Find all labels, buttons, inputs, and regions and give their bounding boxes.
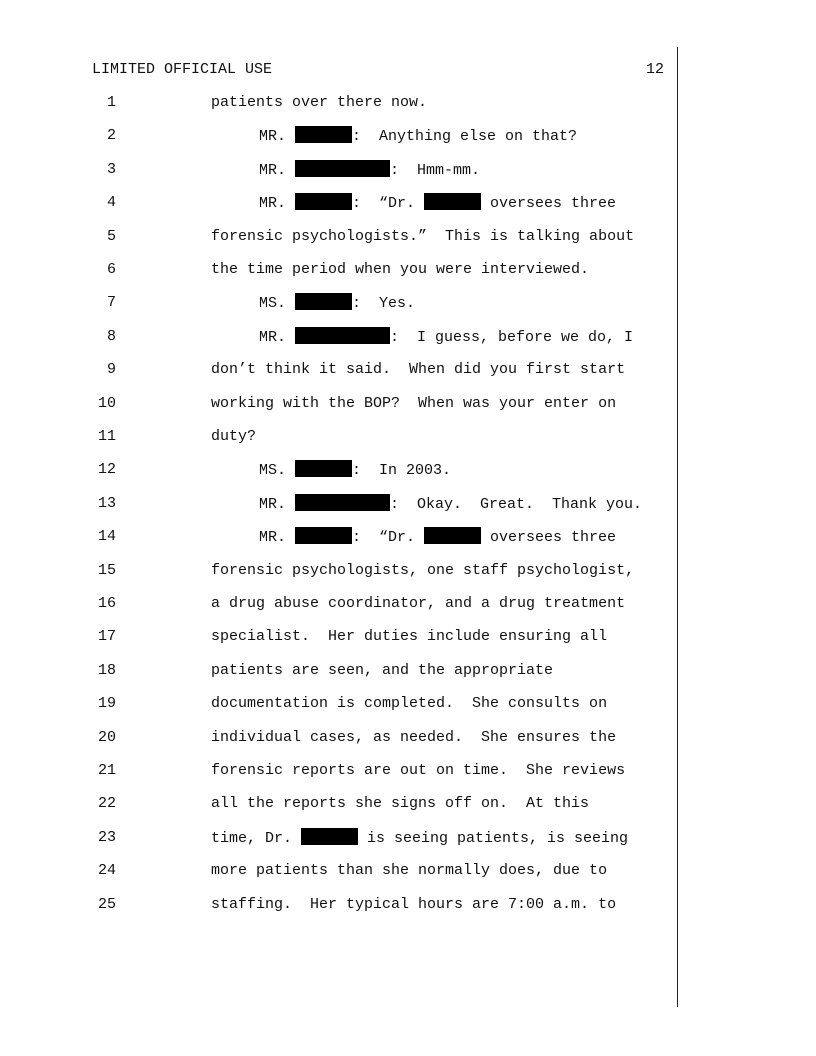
line-text	[211, 561, 634, 581]
line-text-segment: : “Dr.	[352, 529, 425, 547]
line-text-segment: : Hmm-mm.	[390, 161, 481, 179]
redaction-bar	[295, 527, 352, 544]
line-text-segment: MR.	[259, 128, 296, 146]
line-number: 19	[97, 695, 116, 713]
line-text-segment: oversees three	[481, 529, 617, 547]
line-text	[211, 260, 589, 280]
line-text-segment: MR.	[259, 529, 296, 547]
line-text	[259, 126, 577, 147]
line-number: 2	[106, 127, 116, 145]
line-text-segment: MS.	[259, 295, 296, 313]
line-text	[211, 861, 607, 881]
line-text-segment: MR.	[259, 328, 296, 346]
line-number: 22	[97, 795, 116, 813]
line-text-segment: : “Dr.	[352, 195, 425, 213]
line-number: 13	[97, 494, 116, 512]
line-text	[259, 160, 480, 181]
redaction-bar	[301, 828, 358, 845]
line-text	[259, 327, 633, 348]
line-number: 17	[97, 628, 116, 646]
line-text-segment: is seeing patients, is seeing	[358, 829, 629, 847]
line-number: 14	[97, 528, 116, 546]
line-text	[211, 761, 625, 781]
line-number: 18	[97, 661, 116, 679]
line-text-segment: the time period when you were interviewed.	[211, 261, 590, 278]
redaction-bar	[295, 494, 390, 511]
line-text-segment: MR.	[259, 495, 296, 513]
redaction-bar	[295, 160, 390, 177]
line-text	[211, 895, 616, 915]
line-number: 12	[97, 461, 116, 479]
line-text-segment: forensic reports are out on time. She reviews	[211, 762, 626, 779]
line-text-segment: : Anything else on that?	[352, 128, 578, 146]
line-text	[211, 794, 589, 814]
line-number: 3	[106, 160, 116, 178]
line-number: 8	[106, 327, 116, 345]
page-number: 12	[646, 61, 665, 78]
line-text-segment: : I guess, before we do, I	[390, 328, 634, 346]
line-number: 10	[97, 394, 116, 412]
line-number: 21	[97, 762, 116, 779]
line-text-segment: : In 2003.	[352, 462, 452, 480]
right-margin-rule	[677, 47, 678, 1007]
line-text	[259, 494, 642, 515]
line-text	[211, 594, 625, 614]
line-text-segment: specialist. Her duties include ensuring all	[211, 628, 608, 646]
line-text-segment: forensic psychologists, one staff psychologist,	[211, 561, 635, 579]
line-text	[211, 93, 427, 113]
line-number: 4	[106, 194, 116, 212]
line-text-segment: MR.	[259, 195, 296, 213]
line-text-segment: working with the BOP? When was your enter on	[211, 394, 617, 412]
line-text	[211, 227, 634, 247]
line-text-segment: documentation is completed. She consults on	[211, 695, 608, 713]
line-text	[259, 293, 415, 314]
line-text-segment: a drug abuse coordinator, and a drug treatment	[211, 595, 626, 612]
line-text	[259, 527, 616, 548]
line-text	[211, 728, 616, 748]
line-text-segment: time, Dr.	[211, 829, 302, 847]
line-number: 16	[97, 595, 116, 612]
line-number: 20	[97, 728, 116, 746]
line-text-segment: duty?	[211, 428, 257, 445]
line-text-segment: all the reports she signs off on. At this	[211, 795, 590, 813]
line-text	[211, 627, 607, 647]
redaction-bar	[295, 293, 352, 310]
line-text	[211, 828, 628, 849]
redaction-bar	[295, 193, 352, 210]
line-number: 24	[97, 862, 116, 880]
line-number: 6	[106, 261, 116, 278]
line-number: 9	[106, 361, 116, 379]
line-number: 15	[97, 561, 116, 579]
line-number: 11	[97, 428, 116, 445]
line-text	[211, 661, 553, 681]
line-number: 7	[106, 294, 116, 312]
redaction-bar	[424, 527, 481, 544]
redaction-bar	[295, 327, 390, 344]
line-text	[211, 427, 256, 447]
line-text-segment: oversees three	[481, 195, 617, 213]
line-text-segment: staffing. Her typical hours are 7:00 a.m. to	[211, 895, 617, 913]
line-text	[211, 694, 607, 714]
line-text	[259, 193, 616, 214]
line-number: 1	[106, 94, 116, 111]
line-number: 5	[106, 227, 116, 245]
line-number: 23	[97, 828, 116, 846]
line-text-segment: individual cases, as needed. She ensures the	[211, 728, 617, 746]
line-text	[211, 394, 616, 414]
line-text-segment: patients are seen, and the appropriate	[211, 661, 554, 679]
line-text-segment: MR.	[259, 161, 296, 179]
line-text-segment: more patients than she normally does, due to	[211, 862, 608, 880]
line-text	[259, 460, 451, 481]
line-text	[211, 360, 625, 380]
line-text-segment: MS.	[259, 462, 296, 480]
line-text-segment: : Yes.	[352, 295, 416, 313]
line-text-segment: patients over there now.	[211, 94, 428, 111]
redaction-bar	[295, 460, 352, 477]
line-text-segment: : Okay. Great. Thank you.	[390, 495, 643, 513]
line-text-segment: don’t think it said. When did you first start	[211, 361, 626, 379]
line-number: 25	[97, 895, 116, 913]
line-text-segment: forensic psychologists.” This is talking about	[211, 227, 635, 245]
classification-header: LIMITED OFFICIAL USE	[92, 61, 273, 78]
redaction-bar	[424, 193, 481, 210]
redaction-bar	[295, 126, 352, 143]
